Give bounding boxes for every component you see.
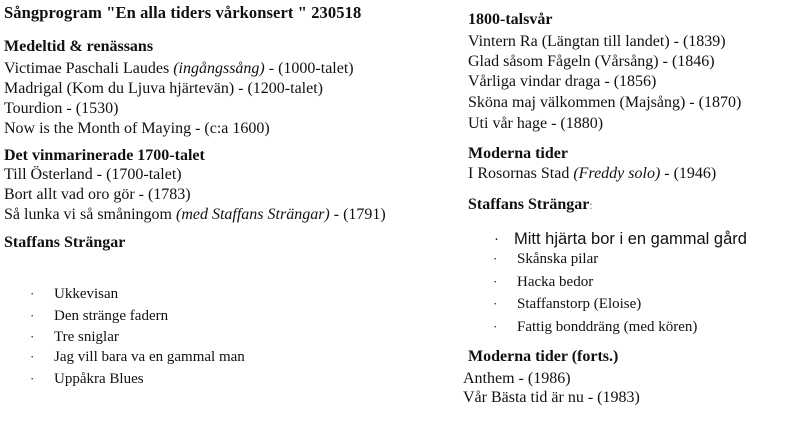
list-item: · Hacka bedor: [493, 274, 594, 290]
bullet-icon: ·: [30, 286, 35, 301]
section-heading-moderna-forts: Moderna tider (forts.): [468, 348, 619, 365]
song-item: Madrigal (Kom du Ljuva hjärtevän) - (1200-talet): [4, 80, 323, 97]
list-item: · Mitt hjärta bor i en gammal gård: [494, 230, 747, 248]
bullet-icon: ·: [30, 308, 35, 323]
song-item: Vår Bästa tid är nu - (1983): [463, 389, 640, 406]
list-item: · Skånska pilar: [493, 251, 599, 267]
section-heading-1800: 1800-talsvår: [468, 11, 553, 28]
bullet-icon: ·: [30, 329, 35, 344]
bullet-icon: ·: [30, 349, 35, 364]
list-item: · Uppåkra Blues: [30, 371, 144, 387]
song-item: Så lunka vi så småningom (med Staffans Strängar) - (1791): [4, 206, 386, 223]
bullet-icon: ·: [493, 319, 498, 334]
bullet-icon: ·: [493, 251, 498, 266]
song-item: Sköna maj välkommen (Majsång) - (1870): [468, 94, 742, 111]
program-title: Sångprogram "En alla tiders vårkonsert " 230518: [4, 3, 362, 22]
list-item: · Staffanstorp (Eloise): [493, 296, 642, 312]
list-item: · Tre sniglar: [30, 329, 119, 345]
song-item: Anthem - (1986): [463, 370, 571, 387]
section-heading-vinmarinerade: Det vinmarinerade 1700-talet: [4, 147, 205, 164]
bullet-icon: ·: [494, 230, 499, 247]
song-item: I Rosornas Stad (Freddy solo) - (1946): [468, 165, 717, 182]
section-heading-staffans: Staffans Strängar: [4, 234, 126, 251]
song-item: Glad såsom Fågeln (Vårsång) - (1846): [468, 53, 715, 70]
bullet-icon: ·: [30, 371, 35, 386]
list-item: · Fattig bonddräng (med kören): [493, 319, 698, 335]
section-heading-medeltid: Medeltid & renässans: [4, 38, 154, 55]
section-heading-staffans-right: Staffans Strängar:: [468, 196, 593, 213]
bullet-icon: ·: [493, 296, 498, 311]
list-item: · Den stränge fadern: [30, 308, 169, 324]
song-item: Tourdion - (1530): [4, 100, 119, 117]
song-item: Uti vår hage - (1880): [468, 115, 604, 132]
bullet-icon: ·: [493, 274, 498, 289]
list-item: · Jag vill bara va en gammal man: [30, 349, 245, 365]
song-item: Bort allt vad oro gör - (1783): [4, 186, 191, 203]
list-item: · Ukkevisan: [30, 286, 119, 302]
song-item: Now is the Month of Maying - (c:a 1600): [4, 120, 270, 137]
song-item: Victimae Paschali Laudes (ingångssång) - (1000-talet): [4, 60, 354, 77]
song-item: Vårliga vindar draga - (1856): [468, 73, 657, 90]
section-heading-moderna: Moderna tider: [468, 145, 568, 162]
song-item: Vintern Ra (Längtan till landet) - (1839): [468, 33, 726, 50]
song-item: Till Österland - (1700-talet): [4, 166, 182, 183]
